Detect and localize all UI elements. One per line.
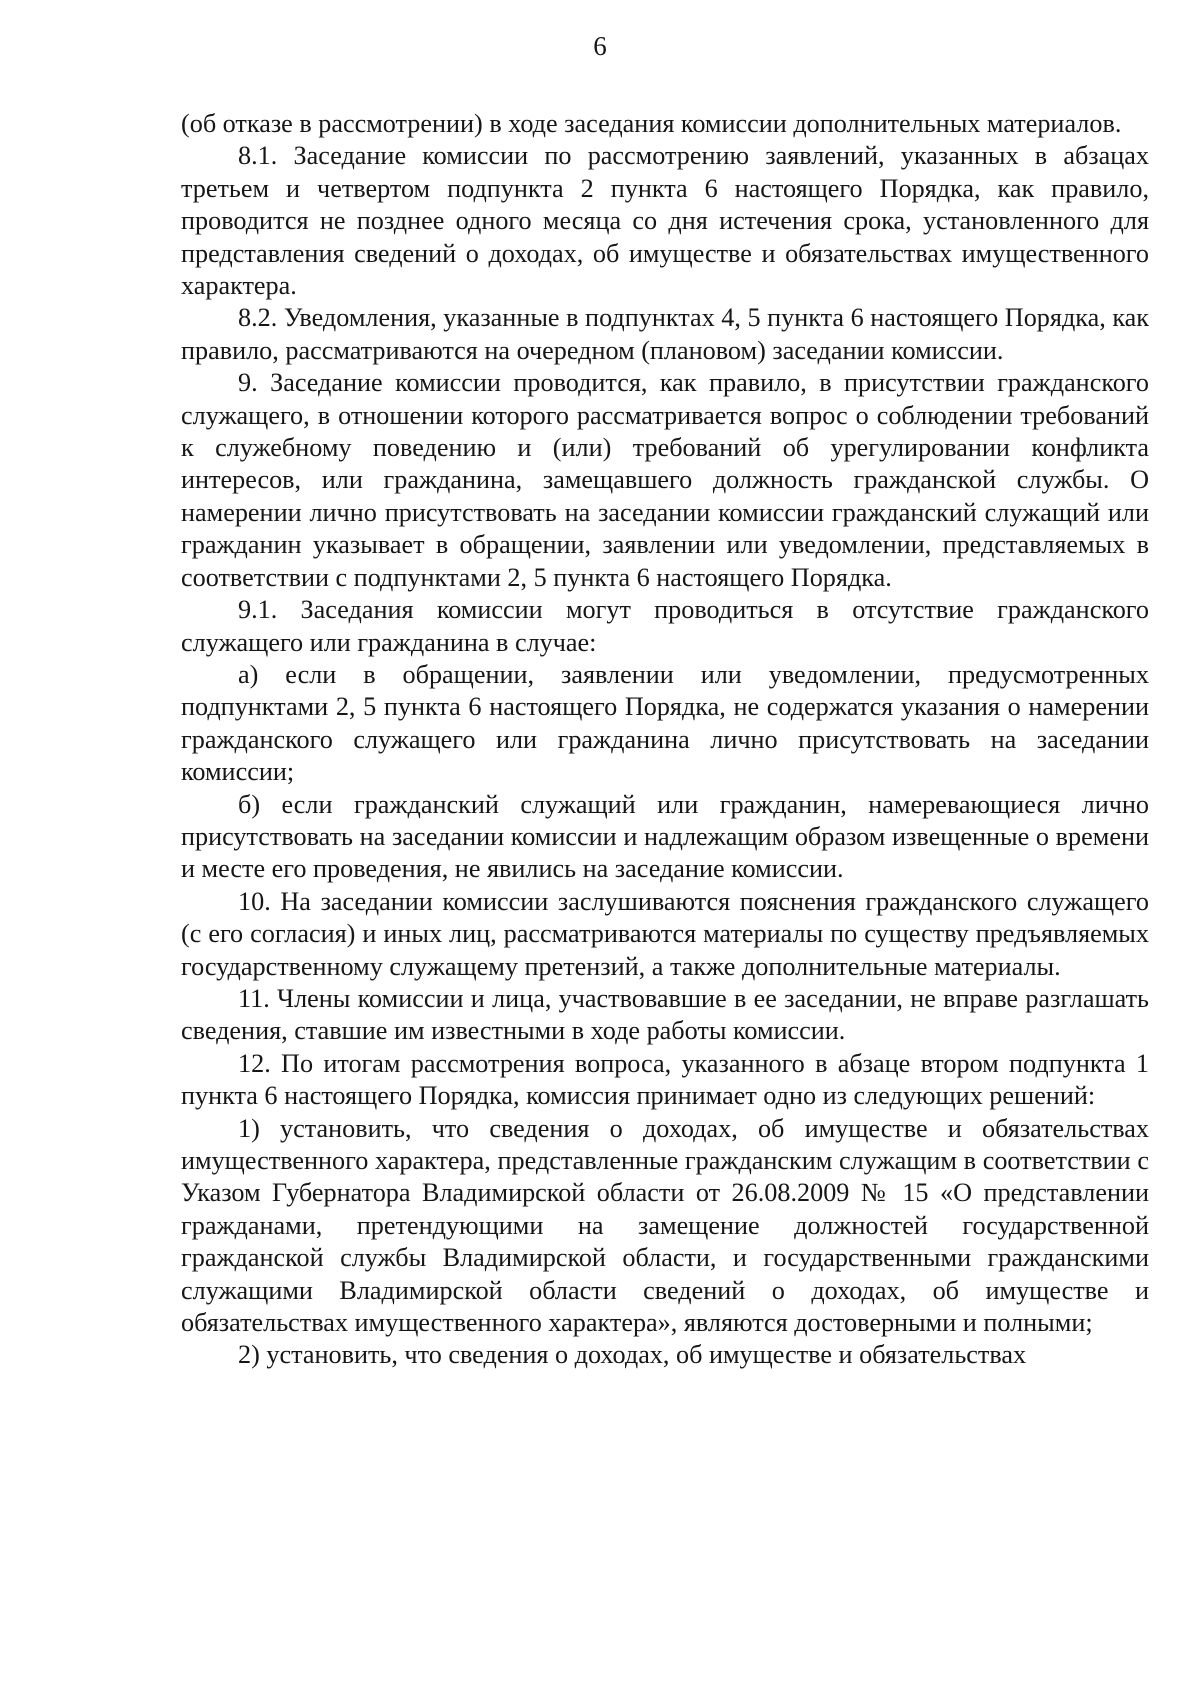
paragraph-8-1: 8.1. Заседание комиссии по рассмотрению заявлений, указанных в абзацах третьем и четвертом подпункта 2 пункта 6 настоящего Порядка, как правило, проводится не позднее одного месяца со дня истечения срока, установленного для представления сведений о доходах, об имуществе и обязательствах имущественного характера.	[181, 141, 1149, 301]
paragraph-9-1-b: б) если гражданский служащий или гражданин, намеревающиеся лично присутствовать на заседании комиссии и надлежащим образом извещенные о времени и месте его проведения, не явились на заседание комиссии.	[181, 789, 1149, 884]
paragraph-continuation: (об отказе в рассмотрении) в ходе заседания комиссии дополнительных материалов.	[181, 109, 1122, 138]
paragraph-11: 11. Члены комиссии и лица, участвовавшие в ее заседании, не вправе разглашать сведения, ставшие им известными в ходе работы комиссии.	[181, 983, 1149, 1046]
page-number: 6	[593, 31, 607, 61]
paragraph-10: 10. На заседании комиссии заслушиваются пояснения гражданского служащего (с его согласия) и иных лиц, рассматриваются материалы по существу предъявляемых государственному служащему претензий, а также дополнительные материалы.	[181, 886, 1149, 981]
paragraph-12-item-2: 2) установить, что сведения о доходах, об имуществе и обязательствах	[238, 1340, 1027, 1370]
document-body	[181, 108, 1149, 1372]
paragraph-12: 12. По итогам рассмотрения вопроса, указанного в абзаце втором подпункта 1 пункта 6 настоящего Порядка, комиссия принимает одно из следующих решений:	[181, 1048, 1149, 1111]
paragraph-9: 9. Заседание комиссии проводится, как правило, в присутствии гражданского служащего, в отношении которого рассматривается вопрос о соблюдении требований к служебному поведению и (или) требований об урегулировании конфликта интересов, или гражданина, замещавшего должность гражданской службы. О намерении лично присутствовать на заседании комиссии гражданский служащий или гражданин указывает в обращении, заявлении или уведомлении, представляемых в соответствии с подпунктами 2, 5 пункта 6 настоящего Порядка.	[181, 368, 1149, 592]
paragraph-9-1: 9.1. Заседания комиссии могут проводиться в отсутствие гражданского служащего или гражданина в случае:	[181, 595, 1149, 657]
paragraph-12-item-1: 1) установить, что сведения о доходах, об имуществе и обязательствах имущественного характера, представленные гражданским служащим в соответствии с Указом Губернатора Владимирской области от 26.08.2009 № 15 «О представлении гражданами, претендующими на замещение должностей государственной гражданской службы Владимирской области, и государственными гражданскими служащими Владимирской области сведений о доходах, об имуществе и обязательствах имущественного характера», являются достоверными и полными;	[181, 1113, 1149, 1338]
paragraph-8-2: 8.2. Уведомления, указанные в подпунктах 4, 5 пункта 6 настоящего Порядка, как правило, рассматриваются на очередном (плановом) заседании комиссии.	[181, 303, 1149, 365]
paragraph-9-1-a: а) если в обращении, заявлении или уведомлении, предусмотренных подпунктами 2, 5 пункта 6 настоящего Порядка, не содержатся указания о намерении гражданского служащего или гражданина лично присутствовать на заседании комиссии;	[181, 659, 1149, 787]
